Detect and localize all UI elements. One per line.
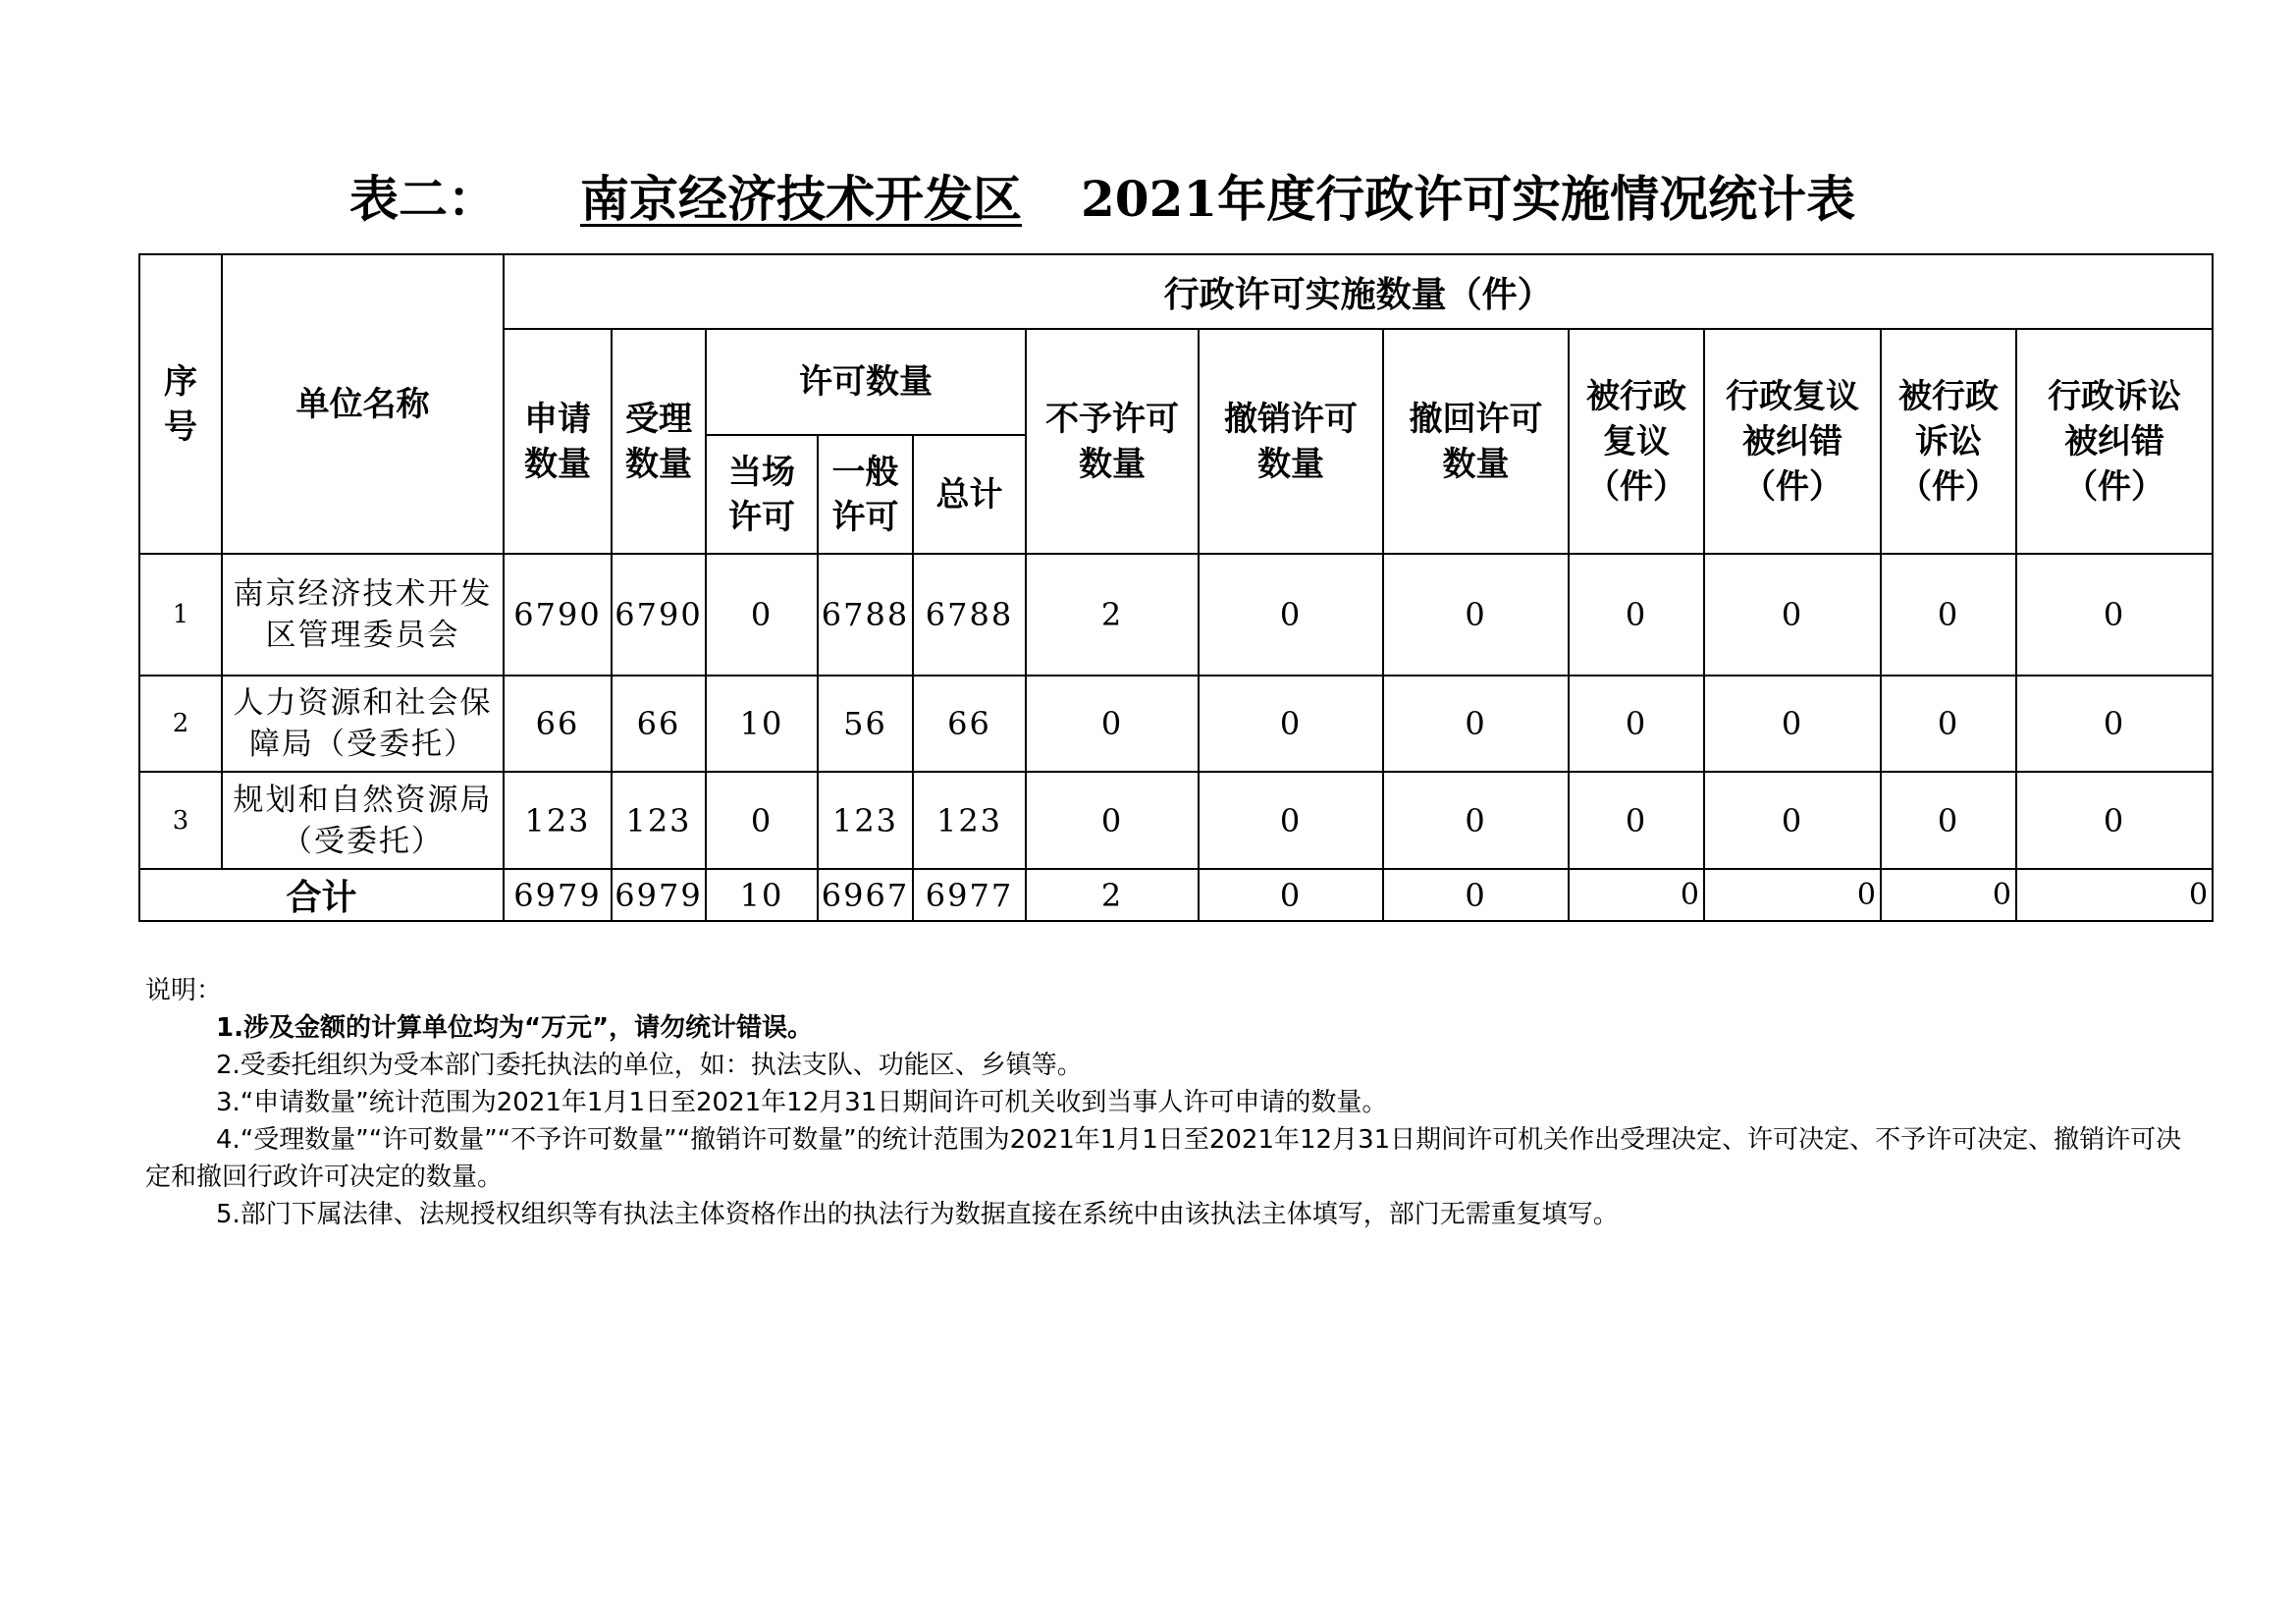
cell-revoked: 0 bbox=[1199, 554, 1383, 676]
note-item: 2.受委托组织为受本部门委托执法的单位，如：执法支队、功能区、乡镇等。 bbox=[216, 1051, 1083, 1080]
row-seq: 1 bbox=[139, 554, 222, 676]
total-apply: 6979 bbox=[504, 869, 612, 921]
page-title bbox=[349, 165, 1855, 234]
cell-withdrawn: 0 bbox=[1383, 554, 1569, 676]
cell-reviewed: 0 bbox=[1569, 772, 1704, 869]
row-unit-name: 人力资源和社会保障局（受委托） bbox=[222, 676, 504, 772]
note-item: 4.“受理数量”“许可数量”“不予许可数量”“撤销许可数量”的统计范围为2021年1月1日至2021年12月31日期间许可机关作出受理决定、许可决定、不予许可决定、撤销许可决定和撤回行政许可决定的数量。 bbox=[145, 1125, 2182, 1192]
row-unit-name: 规划和自然资源局（受委托） bbox=[222, 772, 504, 869]
cell-general: 6788 bbox=[818, 554, 913, 676]
row-seq: 2 bbox=[139, 676, 222, 772]
cell-on-site: 10 bbox=[706, 676, 818, 772]
cell-general: 123 bbox=[818, 772, 913, 869]
table-row bbox=[139, 772, 2213, 869]
cell-total: 123 bbox=[913, 772, 1026, 869]
cell-withdrawn: 0 bbox=[1383, 676, 1569, 772]
cell-revoked: 0 bbox=[1199, 676, 1383, 772]
cell-suit-corrected: 0 bbox=[2016, 772, 2213, 869]
header-on-site: 当场许可 bbox=[706, 435, 818, 554]
cell-not-granted: 0 bbox=[1026, 676, 1199, 772]
cell-accept: 66 bbox=[612, 676, 706, 772]
header-implementation-group: 行政许可实施数量（件） bbox=[504, 254, 2213, 329]
total-row bbox=[139, 869, 2213, 921]
note-item: 5.部门下属法律、法规授权组织等有执法主体资格作出的执法行为数据直接在系统中由该执法主体填写，部门无需重复填写。 bbox=[216, 1200, 1619, 1229]
total-revoked: 0 bbox=[1199, 869, 1383, 921]
header-sued: 被行政诉讼（件） bbox=[1881, 329, 2016, 554]
cell-sued: 0 bbox=[1881, 676, 2016, 772]
header-permit-group: 许可数量 bbox=[706, 329, 1026, 435]
header-apply: 申请数量 bbox=[504, 329, 612, 554]
header-accept: 受理数量 bbox=[612, 329, 706, 554]
header-general: 一般许可 bbox=[818, 435, 913, 554]
total-suit-corrected: 0 bbox=[2016, 869, 2213, 921]
note-item: 3.“申请数量”统计范围为2021年1月1日至2021年12月31日期间许可机关收到当事人许可申请的数量。 bbox=[216, 1088, 1388, 1117]
cell-review-corrected: 0 bbox=[1704, 676, 1881, 772]
cell-apply: 123 bbox=[504, 772, 612, 869]
row-seq: 3 bbox=[139, 772, 222, 869]
cell-accept: 6790 bbox=[612, 554, 706, 676]
notes-heading: 说明： bbox=[145, 976, 223, 1005]
title-unit-name: 南京经济技术开发区 bbox=[580, 170, 1022, 228]
table-row bbox=[139, 554, 2213, 676]
cell-on-site: 0 bbox=[706, 772, 818, 869]
header-revoked: 撤销许可数量 bbox=[1199, 329, 1383, 554]
cell-apply: 6790 bbox=[504, 554, 612, 676]
row-unit-name: 南京经济技术开发区管理委员会 bbox=[222, 554, 504, 676]
cell-general: 56 bbox=[818, 676, 913, 772]
header-reviewed: 被行政复议（件） bbox=[1569, 329, 1704, 554]
cell-revoked: 0 bbox=[1199, 772, 1383, 869]
cell-review-corrected: 0 bbox=[1704, 554, 1881, 676]
cell-sued: 0 bbox=[1881, 772, 2016, 869]
cell-sued: 0 bbox=[1881, 554, 2016, 676]
header-withdrawn: 撤回许可数量 bbox=[1383, 329, 1569, 554]
header-unit-name: 单位名称 bbox=[222, 254, 504, 554]
notes-section bbox=[145, 972, 2197, 1233]
cell-review-corrected: 0 bbox=[1704, 772, 1881, 869]
total-total: 6977 bbox=[913, 869, 1026, 921]
total-withdrawn: 0 bbox=[1383, 869, 1569, 921]
total-not-granted: 2 bbox=[1026, 869, 1199, 921]
cell-reviewed: 0 bbox=[1569, 676, 1704, 772]
cell-withdrawn: 0 bbox=[1383, 772, 1569, 869]
cell-suit-corrected: 0 bbox=[2016, 676, 2213, 772]
total-on-site: 10 bbox=[706, 869, 818, 921]
cell-total: 66 bbox=[913, 676, 1026, 772]
cell-total: 6788 bbox=[913, 554, 1026, 676]
total-sued: 0 bbox=[1881, 869, 2016, 921]
total-review-corrected: 0 bbox=[1704, 869, 1881, 921]
header-seq: 序号 bbox=[139, 254, 222, 554]
header-review-corrected: 行政复议被纠错（件） bbox=[1704, 329, 1881, 554]
table-row bbox=[139, 676, 2213, 772]
cell-reviewed: 0 bbox=[1569, 554, 1704, 676]
total-accept: 6979 bbox=[612, 869, 706, 921]
cell-not-granted: 2 bbox=[1026, 554, 1199, 676]
header-suit-corrected: 行政诉讼被纠错（件） bbox=[2016, 329, 2213, 554]
total-label: 合计 bbox=[139, 869, 504, 921]
total-reviewed: 0 bbox=[1569, 869, 1704, 921]
total-general: 6967 bbox=[818, 869, 913, 921]
cell-apply: 66 bbox=[504, 676, 612, 772]
header-total: 总计 bbox=[913, 435, 1026, 554]
statistics-table bbox=[138, 253, 2214, 922]
header-not-granted: 不予许可数量 bbox=[1026, 329, 1199, 554]
title-suffix: 2021年度行政许可实施情况统计表 bbox=[1081, 170, 1856, 228]
cell-on-site: 0 bbox=[706, 554, 818, 676]
cell-not-granted: 0 bbox=[1026, 772, 1199, 869]
cell-accept: 123 bbox=[612, 772, 706, 869]
title-prefix: 表二： bbox=[349, 170, 497, 228]
cell-suit-corrected: 0 bbox=[2016, 554, 2213, 676]
note-item: 1.涉及金额的计算单位均为“万元”，请勿统计错误。 bbox=[216, 1013, 814, 1043]
